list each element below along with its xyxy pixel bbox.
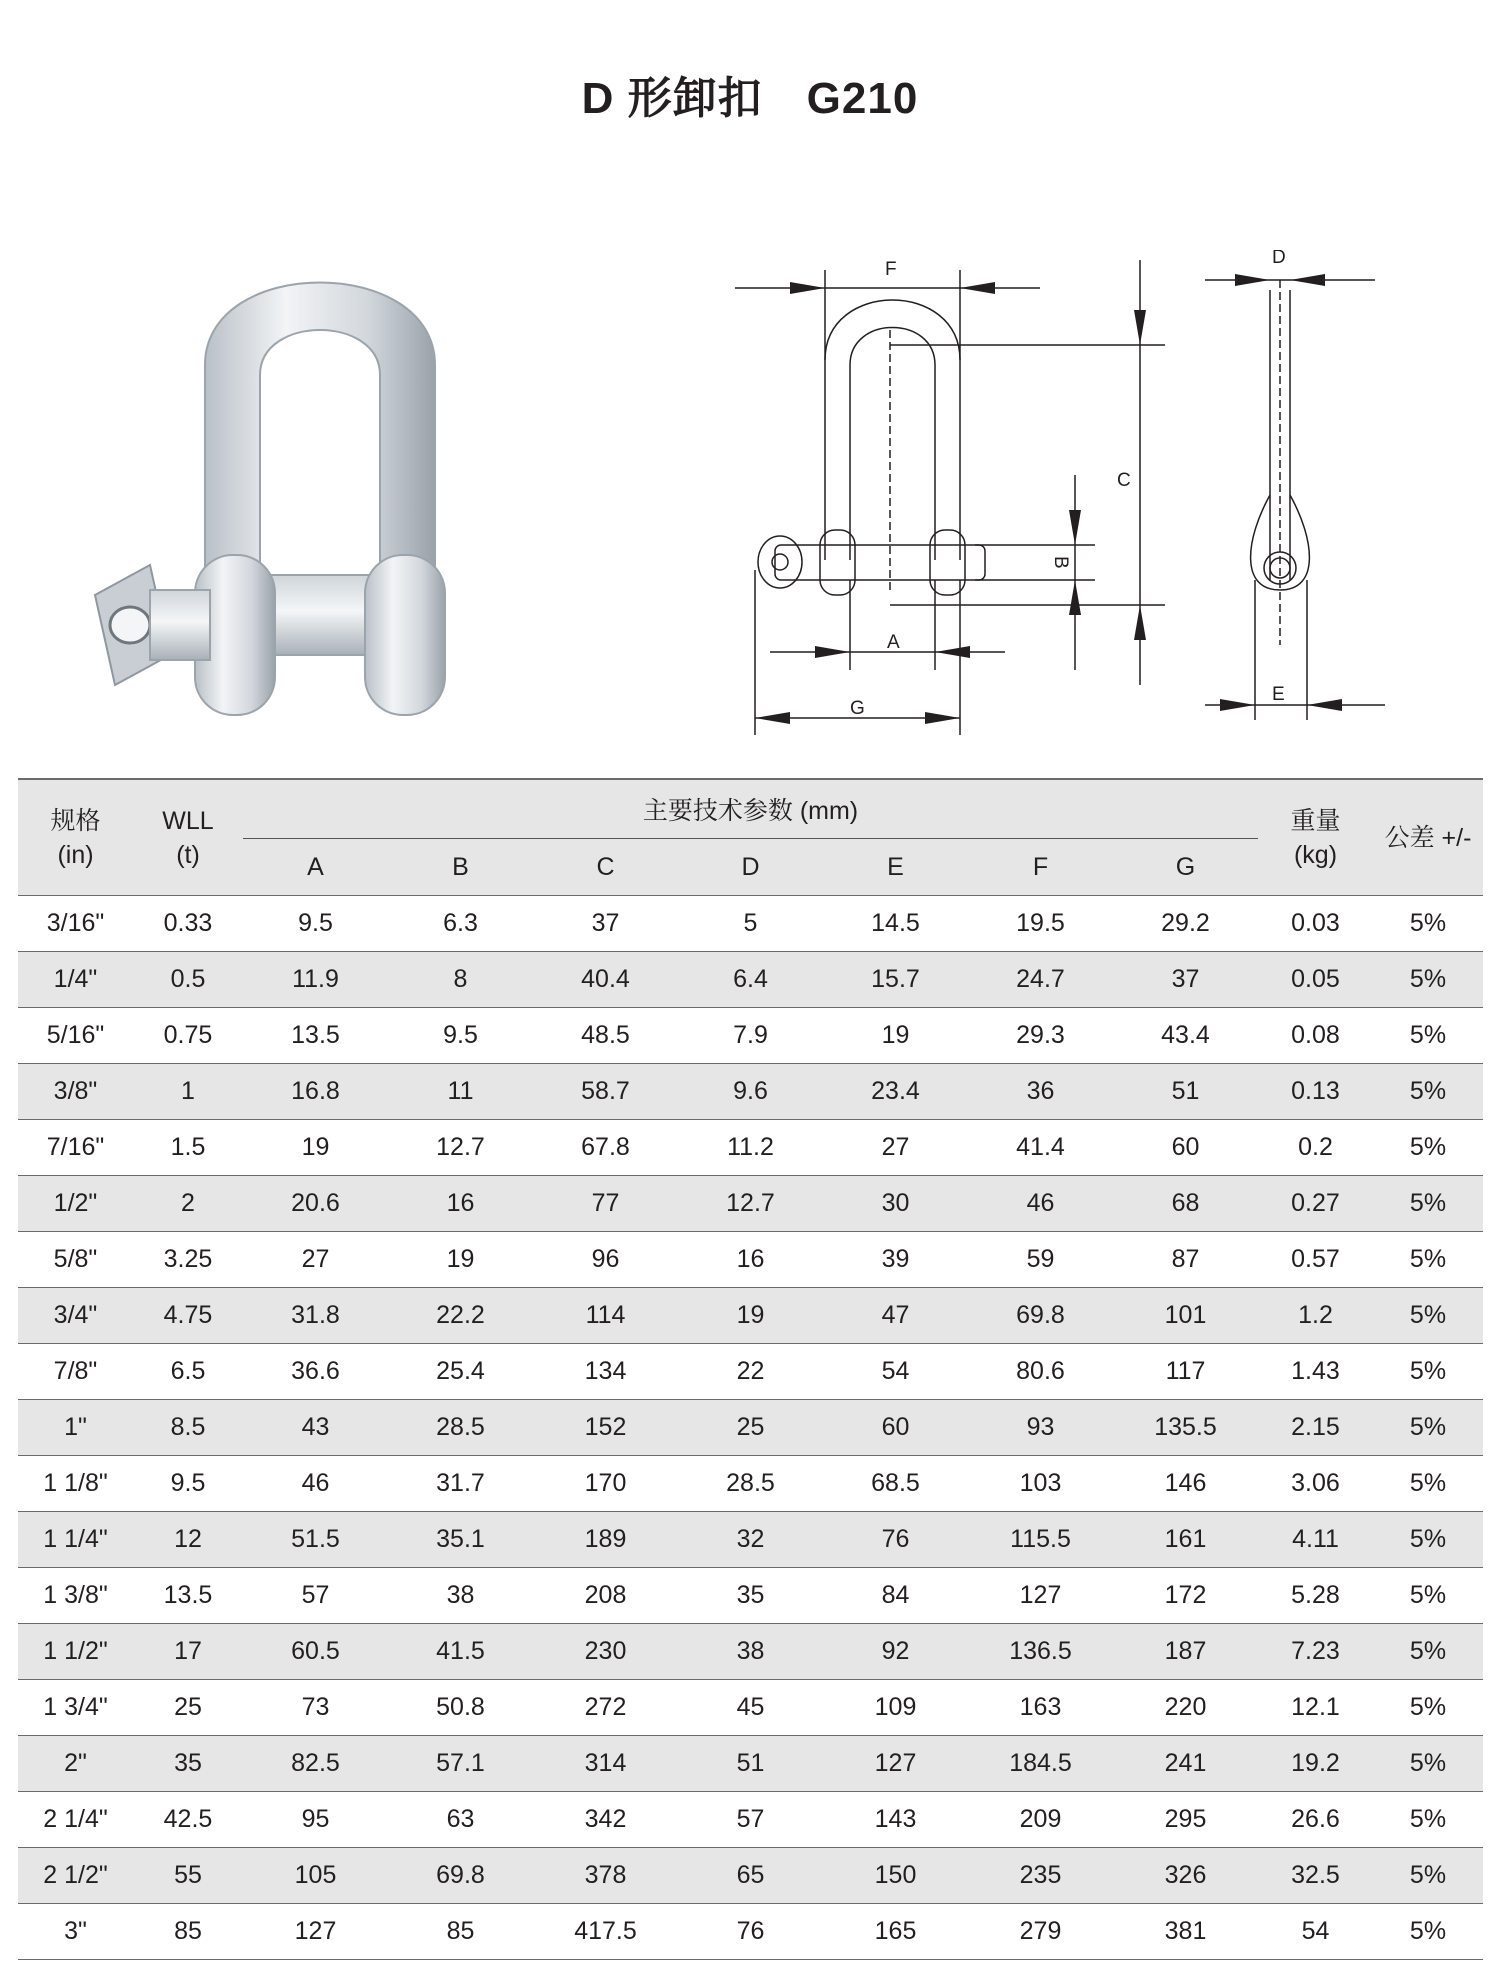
cell-c: 230 bbox=[533, 1624, 678, 1680]
table-row bbox=[18, 1904, 1483, 1960]
header-size-label: 规格 bbox=[50, 806, 101, 835]
cell-f: 209 bbox=[968, 1792, 1113, 1848]
cell-weight: 0.57 bbox=[1258, 1232, 1373, 1288]
cell-wll: 4.75 bbox=[133, 1288, 243, 1344]
header-dim-g: G bbox=[1113, 839, 1258, 896]
cell-c: 40.4 bbox=[533, 952, 678, 1008]
cell-wll: 2 bbox=[133, 1176, 243, 1232]
cell-weight: 2.15 bbox=[1258, 1400, 1373, 1456]
cell-c: 272 bbox=[533, 1680, 678, 1736]
cell-b: 16 bbox=[388, 1176, 533, 1232]
table-row bbox=[18, 896, 1483, 952]
cell-wll: 55 bbox=[133, 1848, 243, 1904]
cell-e: 143 bbox=[823, 1792, 968, 1848]
cell-wll: 0.33 bbox=[133, 896, 243, 952]
cell-c: 134 bbox=[533, 1344, 678, 1400]
cell-wll: 1.5 bbox=[133, 1120, 243, 1176]
cell-size: 3/4" bbox=[18, 1288, 133, 1344]
cell-tolerance: 5% bbox=[1373, 1008, 1483, 1064]
table-row bbox=[18, 1736, 1483, 1792]
cell-a: 51.5 bbox=[243, 1512, 388, 1568]
cell-g: 381 bbox=[1113, 1904, 1258, 1960]
cell-wll: 8.5 bbox=[133, 1400, 243, 1456]
cell-b: 12.7 bbox=[388, 1120, 533, 1176]
cell-c: 152 bbox=[533, 1400, 678, 1456]
cell-g: 68 bbox=[1113, 1176, 1258, 1232]
cell-a: 27 bbox=[243, 1232, 388, 1288]
cell-a: 105 bbox=[243, 1848, 388, 1904]
cell-a: 46 bbox=[243, 1456, 388, 1512]
cell-size: 1 1/8" bbox=[18, 1456, 133, 1512]
cell-weight: 0.08 bbox=[1258, 1008, 1373, 1064]
cell-tolerance: 5% bbox=[1373, 896, 1483, 952]
header-tolerance: 公差 +/- bbox=[1373, 779, 1483, 896]
cell-g: 117 bbox=[1113, 1344, 1258, 1400]
cell-a: 36.6 bbox=[243, 1344, 388, 1400]
cell-e: 76 bbox=[823, 1512, 968, 1568]
cell-weight: 4.11 bbox=[1258, 1512, 1373, 1568]
cell-f: 29.3 bbox=[968, 1008, 1113, 1064]
cell-tolerance: 5% bbox=[1373, 1400, 1483, 1456]
cell-g: 51 bbox=[1113, 1064, 1258, 1120]
cell-d: 38 bbox=[678, 1624, 823, 1680]
header-dim-b: B bbox=[388, 839, 533, 896]
cell-b: 9.5 bbox=[388, 1008, 533, 1064]
cell-tolerance: 5% bbox=[1373, 1736, 1483, 1792]
cell-tolerance: 5% bbox=[1373, 1176, 1483, 1232]
header-dim-d: D bbox=[678, 839, 823, 896]
cell-d: 35 bbox=[678, 1568, 823, 1624]
table-row bbox=[18, 1400, 1483, 1456]
cell-wll: 3.25 bbox=[133, 1232, 243, 1288]
cell-b: 6.3 bbox=[388, 896, 533, 952]
dim-label-g: G bbox=[850, 698, 865, 719]
cell-e: 109 bbox=[823, 1680, 968, 1736]
dim-label-e: E bbox=[1272, 684, 1285, 705]
cell-e: 47 bbox=[823, 1288, 968, 1344]
cell-f: 24.7 bbox=[968, 952, 1113, 1008]
table-row bbox=[18, 1232, 1483, 1288]
spec-table bbox=[18, 778, 1483, 1960]
cell-f: 115.5 bbox=[968, 1512, 1113, 1568]
cell-size: 1" bbox=[18, 1400, 133, 1456]
cell-b: 8 bbox=[388, 952, 533, 1008]
cell-wll: 85 bbox=[133, 1904, 243, 1960]
header-weight-unit: (kg) bbox=[1293, 840, 1338, 869]
cell-d: 6.4 bbox=[678, 952, 823, 1008]
cell-size: 5/8" bbox=[18, 1232, 133, 1288]
cell-g: 135.5 bbox=[1113, 1400, 1258, 1456]
cell-tolerance: 5% bbox=[1373, 1512, 1483, 1568]
cell-size: 1 3/4" bbox=[18, 1680, 133, 1736]
cell-g: 187 bbox=[1113, 1624, 1258, 1680]
dim-label-b: B bbox=[1050, 556, 1071, 569]
cell-wll: 6.5 bbox=[133, 1344, 243, 1400]
cell-d: 57 bbox=[678, 1792, 823, 1848]
cell-a: 43 bbox=[243, 1400, 388, 1456]
cell-b: 41.5 bbox=[388, 1624, 533, 1680]
cell-c: 58.7 bbox=[533, 1064, 678, 1120]
cell-wll: 12 bbox=[133, 1512, 243, 1568]
table-row bbox=[18, 1064, 1483, 1120]
cell-f: 19.5 bbox=[968, 896, 1113, 952]
cell-tolerance: 5% bbox=[1373, 1344, 1483, 1400]
cell-g: 326 bbox=[1113, 1848, 1258, 1904]
cell-tolerance: 5% bbox=[1373, 1064, 1483, 1120]
cell-g: 37 bbox=[1113, 952, 1258, 1008]
cell-a: 127 bbox=[243, 1904, 388, 1960]
cell-size: 7/16" bbox=[18, 1120, 133, 1176]
cell-tolerance: 5% bbox=[1373, 952, 1483, 1008]
cell-f: 59 bbox=[968, 1232, 1113, 1288]
cell-weight: 7.23 bbox=[1258, 1624, 1373, 1680]
cell-size: 2 1/2" bbox=[18, 1848, 133, 1904]
cell-b: 28.5 bbox=[388, 1400, 533, 1456]
cell-weight: 0.13 bbox=[1258, 1064, 1373, 1120]
cell-d: 19 bbox=[678, 1288, 823, 1344]
cell-e: 60 bbox=[823, 1400, 968, 1456]
cell-size: 1 3/8" bbox=[18, 1568, 133, 1624]
cell-f: 41.4 bbox=[968, 1120, 1113, 1176]
cell-d: 12.7 bbox=[678, 1176, 823, 1232]
cell-a: 31.8 bbox=[243, 1288, 388, 1344]
header-wll-label: WLL bbox=[162, 806, 214, 835]
cell-weight: 3.06 bbox=[1258, 1456, 1373, 1512]
cell-d: 16 bbox=[678, 1232, 823, 1288]
cell-e: 39 bbox=[823, 1232, 968, 1288]
cell-d: 45 bbox=[678, 1680, 823, 1736]
cell-g: 87 bbox=[1113, 1232, 1258, 1288]
cell-f: 127 bbox=[968, 1568, 1113, 1624]
cell-a: 60.5 bbox=[243, 1624, 388, 1680]
cell-size: 1 1/4" bbox=[18, 1512, 133, 1568]
cell-weight: 0.03 bbox=[1258, 896, 1373, 952]
cell-wll: 17 bbox=[133, 1624, 243, 1680]
cell-weight: 19.2 bbox=[1258, 1736, 1373, 1792]
cell-e: 14.5 bbox=[823, 896, 968, 952]
cell-c: 417.5 bbox=[533, 1904, 678, 1960]
cell-c: 48.5 bbox=[533, 1008, 678, 1064]
cell-d: 25 bbox=[678, 1400, 823, 1456]
header-dim-c: C bbox=[533, 839, 678, 896]
cell-c: 314 bbox=[533, 1736, 678, 1792]
cell-c: 67.8 bbox=[533, 1120, 678, 1176]
cell-c: 189 bbox=[533, 1512, 678, 1568]
cell-size: 3/8" bbox=[18, 1064, 133, 1120]
cell-c: 96 bbox=[533, 1232, 678, 1288]
cell-e: 23.4 bbox=[823, 1064, 968, 1120]
cell-wll: 25 bbox=[133, 1680, 243, 1736]
cell-tolerance: 5% bbox=[1373, 1848, 1483, 1904]
header-dim-f: F bbox=[968, 839, 1113, 896]
header-dim-a: A bbox=[243, 839, 388, 896]
cell-tolerance: 5% bbox=[1373, 1680, 1483, 1736]
header-weight-label: 重量 bbox=[1290, 806, 1341, 835]
cell-c: 77 bbox=[533, 1176, 678, 1232]
cell-e: 127 bbox=[823, 1736, 968, 1792]
cell-a: 73 bbox=[243, 1680, 388, 1736]
cell-f: 163 bbox=[968, 1680, 1113, 1736]
cell-weight: 54 bbox=[1258, 1904, 1373, 1960]
cell-size: 1/4" bbox=[18, 952, 133, 1008]
cell-f: 136.5 bbox=[968, 1624, 1113, 1680]
header-size bbox=[18, 779, 133, 896]
table-row bbox=[18, 1792, 1483, 1848]
cell-wll: 9.5 bbox=[133, 1456, 243, 1512]
cell-a: 11.9 bbox=[243, 952, 388, 1008]
cell-weight: 32.5 bbox=[1258, 1848, 1373, 1904]
cell-f: 36 bbox=[968, 1064, 1113, 1120]
cell-wll: 0.5 bbox=[133, 952, 243, 1008]
cell-wll: 35 bbox=[133, 1736, 243, 1792]
cell-wll: 13.5 bbox=[133, 1568, 243, 1624]
cell-d: 5 bbox=[678, 896, 823, 952]
cell-size: 7/8" bbox=[18, 1344, 133, 1400]
cell-f: 279 bbox=[968, 1904, 1113, 1960]
cell-f: 103 bbox=[968, 1456, 1113, 1512]
table-row bbox=[18, 1568, 1483, 1624]
dim-label-c: C bbox=[1117, 470, 1131, 491]
cell-d: 22 bbox=[678, 1344, 823, 1400]
dim-label-a: A bbox=[887, 632, 900, 653]
cell-d: 7.9 bbox=[678, 1008, 823, 1064]
cell-b: 25.4 bbox=[388, 1344, 533, 1400]
table-row bbox=[18, 952, 1483, 1008]
table-row bbox=[18, 1120, 1483, 1176]
cell-a: 19 bbox=[243, 1120, 388, 1176]
cell-d: 51 bbox=[678, 1736, 823, 1792]
cell-e: 68.5 bbox=[823, 1456, 968, 1512]
cell-tolerance: 5% bbox=[1373, 1568, 1483, 1624]
cell-c: 37 bbox=[533, 896, 678, 952]
cell-a: 82.5 bbox=[243, 1736, 388, 1792]
cell-weight: 0.05 bbox=[1258, 952, 1373, 1008]
cell-weight: 0.27 bbox=[1258, 1176, 1373, 1232]
cell-e: 150 bbox=[823, 1848, 968, 1904]
cell-b: 19 bbox=[388, 1232, 533, 1288]
cell-f: 80.6 bbox=[968, 1344, 1113, 1400]
table-row bbox=[18, 1288, 1483, 1344]
cell-e: 165 bbox=[823, 1904, 968, 1960]
shackle-photo bbox=[90, 215, 550, 745]
cell-tolerance: 5% bbox=[1373, 1456, 1483, 1512]
cell-g: 60 bbox=[1113, 1120, 1258, 1176]
page-title bbox=[0, 62, 1500, 126]
cell-g: 220 bbox=[1113, 1680, 1258, 1736]
cell-size: 2" bbox=[18, 1736, 133, 1792]
cell-d: 32 bbox=[678, 1512, 823, 1568]
cell-f: 184.5 bbox=[968, 1736, 1113, 1792]
cell-e: 19 bbox=[823, 1008, 968, 1064]
cell-g: 29.2 bbox=[1113, 896, 1258, 952]
header-dim-e: E bbox=[823, 839, 968, 896]
cell-e: 30 bbox=[823, 1176, 968, 1232]
cell-f: 93 bbox=[968, 1400, 1113, 1456]
cell-e: 54 bbox=[823, 1344, 968, 1400]
cell-c: 208 bbox=[533, 1568, 678, 1624]
cell-weight: 1.2 bbox=[1258, 1288, 1373, 1344]
spec-table-body bbox=[18, 896, 1483, 1960]
title-name: D 形卸扣 bbox=[581, 74, 763, 123]
cell-f: 69.8 bbox=[968, 1288, 1113, 1344]
cell-weight: 0.2 bbox=[1258, 1120, 1373, 1176]
table-row bbox=[18, 1176, 1483, 1232]
cell-d: 28.5 bbox=[678, 1456, 823, 1512]
cell-weight: 12.1 bbox=[1258, 1680, 1373, 1736]
dim-label-d: D bbox=[1272, 250, 1286, 268]
table-row bbox=[18, 1008, 1483, 1064]
cell-a: 20.6 bbox=[243, 1176, 388, 1232]
cell-c: 342 bbox=[533, 1792, 678, 1848]
cell-wll: 1 bbox=[133, 1064, 243, 1120]
header-wll bbox=[133, 779, 243, 896]
header-main-params: 主要技术参数 (mm) bbox=[243, 779, 1258, 839]
table-row bbox=[18, 1512, 1483, 1568]
cell-tolerance: 5% bbox=[1373, 1288, 1483, 1344]
cell-f: 46 bbox=[968, 1176, 1113, 1232]
cell-size: 5/16" bbox=[18, 1008, 133, 1064]
cell-b: 31.7 bbox=[388, 1456, 533, 1512]
cell-a: 13.5 bbox=[243, 1008, 388, 1064]
cell-d: 65 bbox=[678, 1848, 823, 1904]
table-row bbox=[18, 1456, 1483, 1512]
cell-b: 85 bbox=[388, 1904, 533, 1960]
cell-size: 3" bbox=[18, 1904, 133, 1960]
header-wll-unit: (t) bbox=[176, 840, 200, 869]
cell-g: 161 bbox=[1113, 1512, 1258, 1568]
cell-b: 35.1 bbox=[388, 1512, 533, 1568]
cell-b: 50.8 bbox=[388, 1680, 533, 1736]
cell-size: 3/16" bbox=[18, 896, 133, 952]
cell-wll: 42.5 bbox=[133, 1792, 243, 1848]
cell-size: 1 1/2" bbox=[18, 1624, 133, 1680]
cell-tolerance: 5% bbox=[1373, 1792, 1483, 1848]
table-row bbox=[18, 1680, 1483, 1736]
cell-d: 76 bbox=[678, 1904, 823, 1960]
cell-b: 38 bbox=[388, 1568, 533, 1624]
cell-c: 170 bbox=[533, 1456, 678, 1512]
dim-label-f: F bbox=[885, 259, 897, 280]
cell-a: 57 bbox=[243, 1568, 388, 1624]
cell-b: 22.2 bbox=[388, 1288, 533, 1344]
header-size-unit: (in) bbox=[57, 840, 94, 869]
cell-g: 43.4 bbox=[1113, 1008, 1258, 1064]
cell-b: 57.1 bbox=[388, 1736, 533, 1792]
cell-a: 9.5 bbox=[243, 896, 388, 952]
header-weight bbox=[1258, 779, 1373, 896]
cell-g: 295 bbox=[1113, 1792, 1258, 1848]
table-row bbox=[18, 1848, 1483, 1904]
cell-g: 101 bbox=[1113, 1288, 1258, 1344]
table-row bbox=[18, 1624, 1483, 1680]
cell-e: 27 bbox=[823, 1120, 968, 1176]
cell-tolerance: 5% bbox=[1373, 1904, 1483, 1960]
cell-b: 69.8 bbox=[388, 1848, 533, 1904]
cell-c: 114 bbox=[533, 1288, 678, 1344]
technical-drawing bbox=[735, 250, 1405, 750]
title-code: G210 bbox=[806, 74, 919, 123]
cell-d: 9.6 bbox=[678, 1064, 823, 1120]
cell-g: 146 bbox=[1113, 1456, 1258, 1512]
cell-c: 378 bbox=[533, 1848, 678, 1904]
cell-g: 172 bbox=[1113, 1568, 1258, 1624]
cell-a: 16.8 bbox=[243, 1064, 388, 1120]
cell-e: 84 bbox=[823, 1568, 968, 1624]
cell-wll: 0.75 bbox=[133, 1008, 243, 1064]
cell-e: 15.7 bbox=[823, 952, 968, 1008]
cell-weight: 26.6 bbox=[1258, 1792, 1373, 1848]
cell-g: 241 bbox=[1113, 1736, 1258, 1792]
cell-a: 95 bbox=[243, 1792, 388, 1848]
cell-d: 11.2 bbox=[678, 1120, 823, 1176]
cell-b: 63 bbox=[388, 1792, 533, 1848]
table-row bbox=[18, 1344, 1483, 1400]
cell-weight: 5.28 bbox=[1258, 1568, 1373, 1624]
cell-size: 2 1/4" bbox=[18, 1792, 133, 1848]
cell-tolerance: 5% bbox=[1373, 1624, 1483, 1680]
cell-f: 235 bbox=[968, 1848, 1113, 1904]
cell-weight: 1.43 bbox=[1258, 1344, 1373, 1400]
cell-b: 11 bbox=[388, 1064, 533, 1120]
cell-tolerance: 5% bbox=[1373, 1232, 1483, 1288]
cell-tolerance: 5% bbox=[1373, 1120, 1483, 1176]
cell-e: 92 bbox=[823, 1624, 968, 1680]
cell-size: 1/2" bbox=[18, 1176, 133, 1232]
